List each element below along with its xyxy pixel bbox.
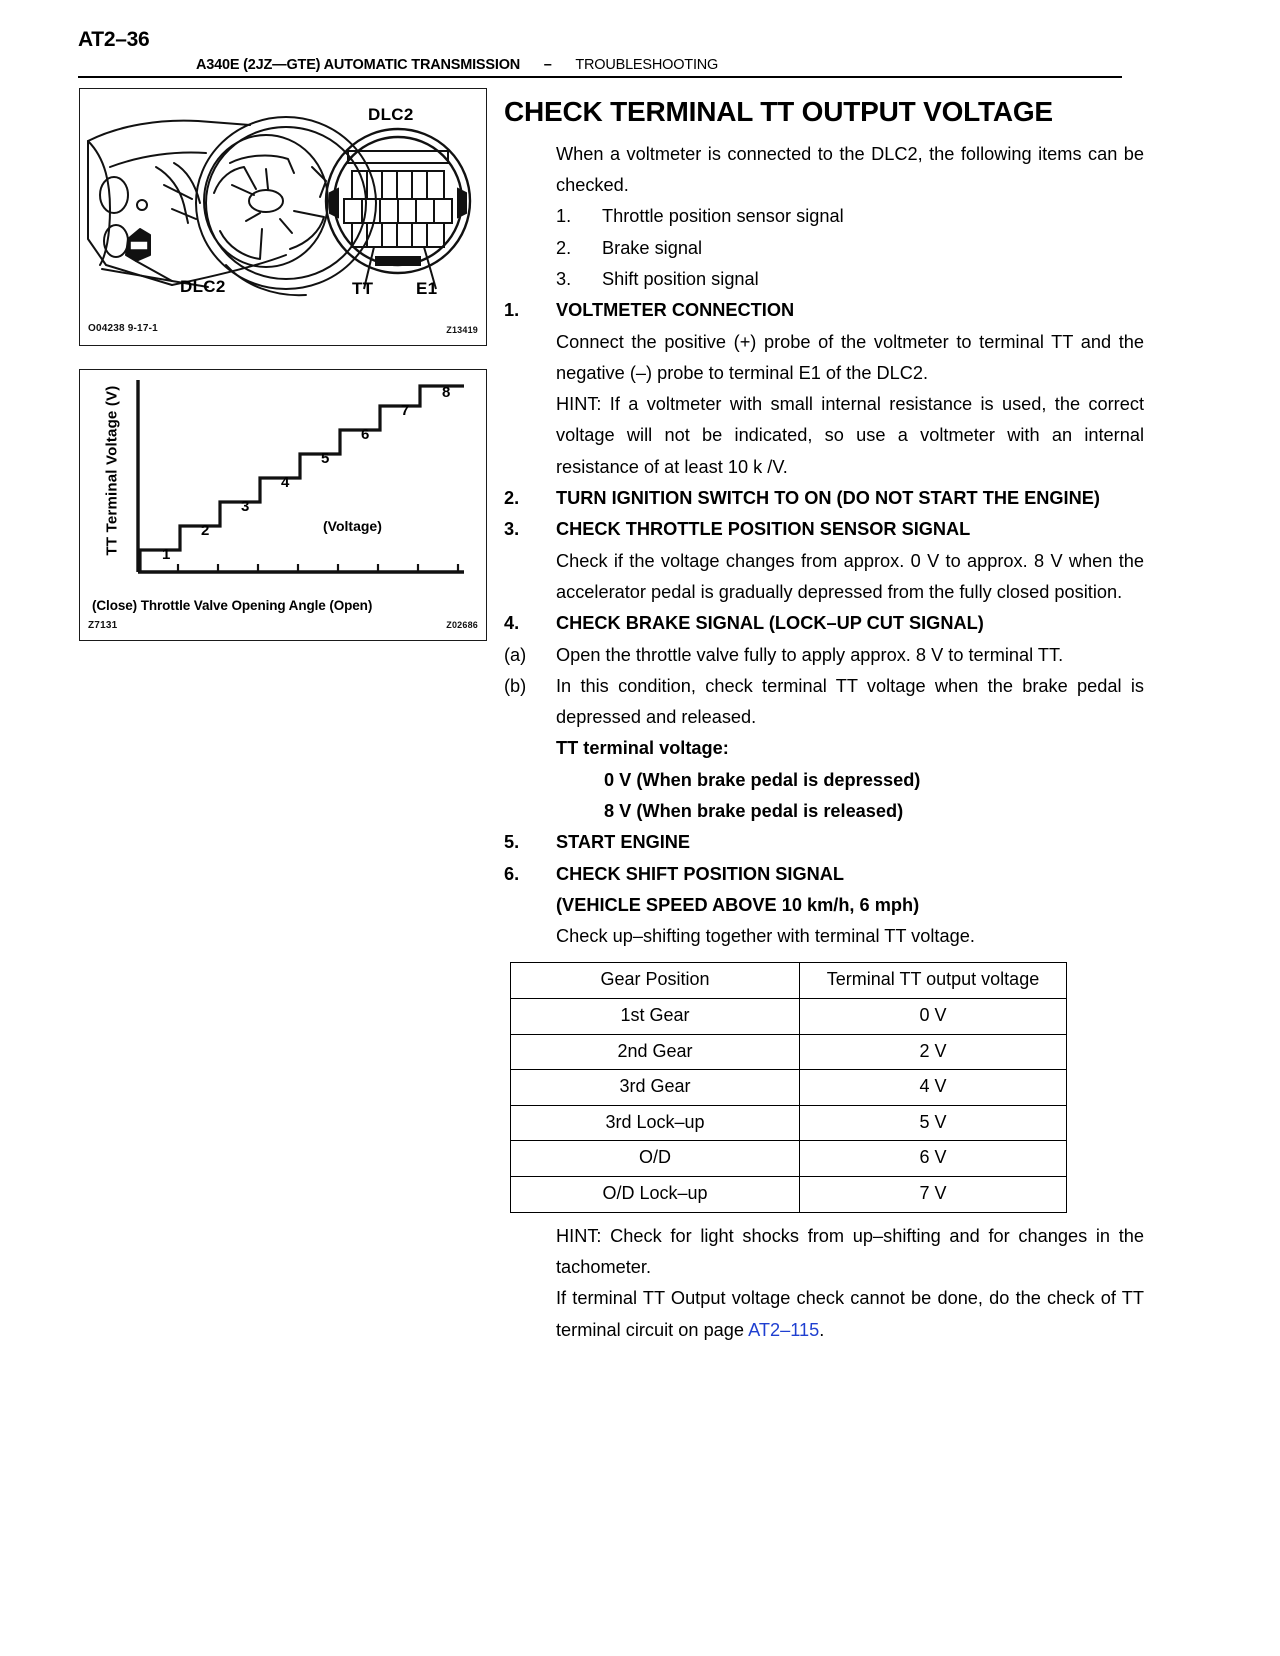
figure-tt-voltage-graph [79, 369, 487, 641]
step-6-heading [504, 859, 1144, 890]
step-3-body: Check if the voltage changes from approx. 0 V to approx. 8 V when the accelerator pedal is gradually depressed from the fully closed position. [556, 550, 1144, 602]
chart-step-label-1: 1 [162, 546, 171, 563]
figure-label-dlc2-location: DLC2 [180, 277, 226, 296]
step-1-body-1: Connect the positive (+) probe of the voltmeter to terminal TT and the negative (–) probe to terminal E1 of the DLC2. [556, 331, 1144, 383]
step-4-sub-b [504, 671, 1144, 734]
closing-hints [504, 1221, 1144, 1346]
step-title: START ENGINE [556, 832, 691, 853]
chart-annotation-voltage: (Voltage) [323, 518, 382, 534]
list-text: Brake signal [602, 237, 703, 258]
page-title: CHECK TERMINAL TT OUTPUT VOLTAGE [504, 96, 1053, 127]
cell-gear-position: 1st Gear [511, 999, 800, 1035]
tt-voltage-spec [556, 733, 1144, 827]
substep-text: Open the throttle valve fully to apply approx. 8 V to terminal TT. [556, 644, 1064, 665]
chart-y-axis-label: TT Terminal Voltage (V) [103, 385, 121, 556]
cell-gear-position: 3rd Gear [511, 1070, 800, 1106]
substep-marker: (a) [504, 644, 527, 665]
column-header-gear-position: Gear Position [511, 963, 800, 999]
step-title: CHECK SHIFT POSITION SIGNAL [556, 863, 844, 884]
spec-label: TT terminal voltage: [556, 738, 729, 759]
step-4-heading [504, 608, 1144, 639]
step-2-heading [504, 483, 1144, 514]
intro-list-item-2 [556, 233, 1144, 264]
header-divider [78, 76, 1122, 78]
list-marker: 1. [556, 206, 572, 227]
table-row [511, 1105, 1067, 1141]
table-row [511, 999, 1067, 1035]
step-3-heading [504, 514, 1144, 545]
cell-output-voltage: 2 V [800, 1034, 1067, 1070]
step-title: VOLTMETER CONNECTION [556, 300, 795, 321]
chapter-name: TROUBLESHOOTING [575, 57, 719, 73]
gear-voltage-table [510, 962, 1067, 1212]
intro-list-item-1 [556, 201, 1144, 232]
step-number: 3. [504, 519, 520, 540]
cell-output-voltage: 7 V [800, 1177, 1067, 1213]
step-1-heading [504, 295, 1144, 326]
step-number: 6. [504, 863, 520, 884]
chart-step-label-7: 7 [401, 402, 410, 419]
list-text: Throttle position sensor signal [602, 206, 844, 227]
cell-output-voltage: 6 V [800, 1141, 1067, 1177]
table-row [511, 1034, 1067, 1070]
figure-code-right: Z02686 [446, 620, 478, 630]
substep-text: In this condition, check terminal TT voltage when the brake pedal is depressed and released. [556, 675, 1144, 728]
cell-output-voltage: 5 V [800, 1105, 1067, 1141]
list-marker: 3. [556, 268, 572, 289]
step-title: TURN IGNITION SWITCH TO ON (DO NOT START THE ENGINE) [556, 488, 1100, 509]
cell-gear-position: 2nd Gear [511, 1034, 800, 1070]
step-6-heading-2: (VEHICLE SPEED ABOVE 10 km/h, 6 mph) [556, 894, 920, 915]
step-1-body-2: HINT: If a voltmeter with small internal resistance is used, the correct voltage will not be indicated, so use a voltmeter with an internal resistance of at least 10 k /V. [556, 394, 1144, 477]
table-row [511, 1070, 1067, 1106]
cell-gear-position: O/D [511, 1141, 800, 1177]
cell-output-voltage: 0 V [800, 999, 1067, 1035]
list-text: Shift position signal [602, 268, 759, 289]
hint-paragraph-2 [556, 1283, 1144, 1346]
figure-label-terminal-e1: E1 [416, 279, 438, 298]
step-number: 1. [504, 300, 520, 321]
step-title: CHECK BRAKE SIGNAL (LOCK–UP CUT SIGNAL) [556, 613, 984, 634]
cell-gear-position: 3rd Lock–up [511, 1105, 800, 1141]
step-number: 4. [504, 613, 520, 634]
step-number: 5. [504, 832, 520, 853]
cell-gear-position: O/D Lock–up [511, 1177, 800, 1213]
table-row [511, 1141, 1067, 1177]
cell-output-voltage: 4 V [800, 1070, 1067, 1106]
manual-title: A340E (2JZ—GTE) AUTOMATIC TRANSMISSION [196, 57, 521, 73]
table-header-row [511, 963, 1067, 999]
hint-text-suffix: . [819, 1319, 825, 1340]
chart-step-label-6: 6 [361, 426, 370, 443]
step-6-body: Check up–shifting together with terminal TT voltage. [556, 926, 975, 947]
figure-dlc2-location [79, 88, 487, 346]
substep-marker: (b) [504, 675, 527, 696]
spec-value-released: 8 V (When brake pedal is released) [604, 800, 904, 821]
step-4-sub-a [504, 640, 1144, 671]
chart-step-label-2: 2 [201, 522, 210, 539]
figure-code-right: Z13419 [446, 325, 478, 335]
step-number: 2. [504, 488, 520, 509]
dlc2-illustration [80, 89, 486, 345]
page-reference-link[interactable]: AT2–115 [748, 1319, 820, 1340]
header-title-line [196, 57, 718, 73]
page-number: AT2–36 [78, 28, 150, 51]
chart-step-label-3: 3 [241, 498, 250, 515]
figure-code-left: O04238 9-17-1 [88, 323, 158, 334]
spec-value-depressed: 0 V (When brake pedal is depressed) [604, 769, 921, 790]
main-content [504, 96, 1144, 1346]
hint-text-prefix: If terminal TT Output voltage check cannot be done, do the check of TT terminal circuit on page [556, 1288, 1144, 1340]
figure-label-terminal-tt: TT [352, 279, 374, 298]
column-header-output-voltage: Terminal TT output voltage [800, 963, 1067, 999]
header-separator: – [543, 57, 552, 73]
chart-x-axis-label: (Close) Throttle Valve Opening Angle (Open) [92, 598, 373, 613]
list-marker: 2. [556, 237, 572, 258]
chart-plot-area [128, 376, 468, 594]
intro-paragraph: When a voltmeter is connected to the DLC2, the following items can be checked. [556, 143, 1144, 196]
figure-code-left: Z7131 [88, 620, 118, 631]
table-row [511, 1177, 1067, 1213]
chart-step-label-4: 4 [281, 474, 290, 491]
hint-paragraph-1: HINT: Check for light shocks from up–shifting and for changes in the tachometer. [556, 1225, 1144, 1277]
intro-list-item-3 [556, 264, 1144, 295]
figure-label-dlc2-connector: DLC2 [368, 105, 414, 124]
chart-step-label-5: 5 [321, 450, 330, 467]
step-5-heading [504, 827, 1144, 858]
chart-step-label-8: 8 [442, 384, 451, 401]
step-title: CHECK THROTTLE POSITION SENSOR SIGNAL [556, 519, 971, 540]
